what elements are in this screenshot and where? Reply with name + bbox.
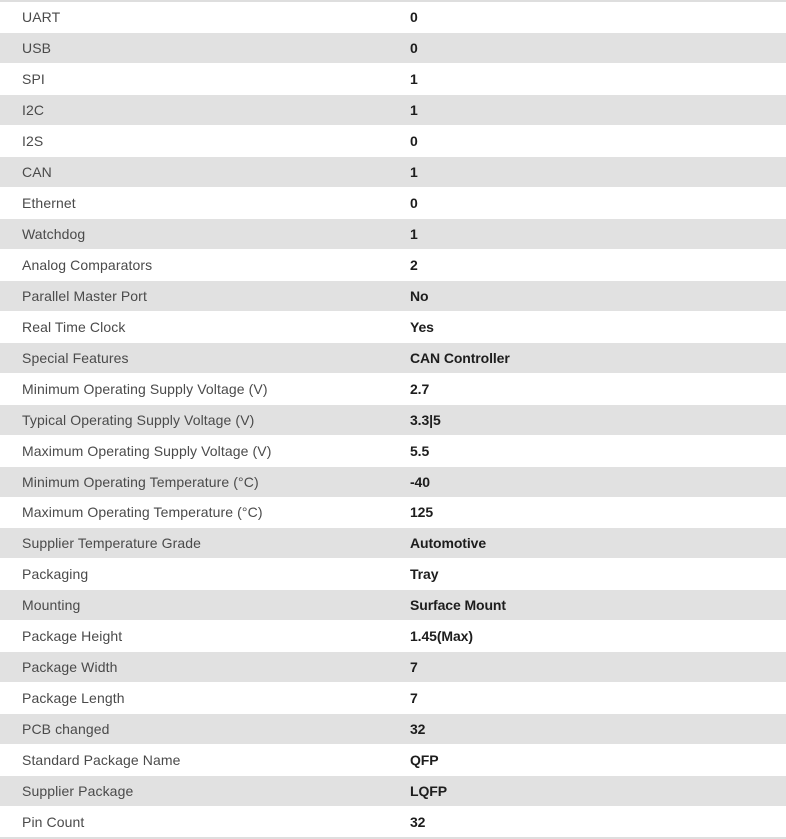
spec-label: Special Features bbox=[22, 349, 129, 366]
spec-label: Real Time Clock bbox=[22, 318, 126, 335]
spec-value: 1 bbox=[410, 163, 418, 180]
spec-value: 125 bbox=[410, 504, 434, 521]
spec-label: Minimum Operating Supply Voltage (V) bbox=[22, 380, 268, 397]
spec-row bbox=[0, 527, 786, 559]
spec-value: 1.45(Max) bbox=[410, 628, 473, 645]
spec-label: PCB changed bbox=[22, 721, 110, 738]
spec-row bbox=[0, 651, 786, 683]
spec-value: -40 bbox=[410, 473, 430, 490]
spec-label: Package Width bbox=[22, 659, 118, 676]
spec-value: 0 bbox=[410, 194, 418, 211]
spec-table-rows bbox=[0, 2, 786, 837]
spec-row bbox=[0, 126, 786, 156]
spec-value: Surface Mount bbox=[410, 597, 506, 614]
spec-label: Packaging bbox=[22, 566, 89, 583]
spec-label: Package Length bbox=[22, 690, 125, 707]
spec-row bbox=[0, 559, 786, 589]
spec-value: 5.5 bbox=[410, 442, 430, 459]
spec-label: Mounting bbox=[22, 597, 81, 614]
spec-label: Supplier Package bbox=[22, 783, 134, 800]
spec-row bbox=[0, 94, 786, 126]
spec-value: 7 bbox=[410, 659, 418, 676]
spec-row bbox=[0, 156, 786, 188]
spec-row bbox=[0, 280, 786, 312]
spec-label: I2S bbox=[22, 132, 44, 149]
spec-value: LQFP bbox=[410, 783, 447, 800]
spec-row bbox=[0, 498, 786, 528]
spec-row bbox=[0, 621, 786, 651]
spec-row bbox=[0, 466, 786, 498]
spec-row bbox=[0, 218, 786, 250]
spec-label: CAN bbox=[22, 163, 52, 180]
spec-label: Analog Comparators bbox=[22, 256, 153, 273]
spec-label: Typical Operating Supply Voltage (V) bbox=[22, 411, 255, 428]
spec-value: CAN Controller bbox=[410, 349, 510, 366]
spec-row bbox=[0, 374, 786, 404]
spec-label: USB bbox=[22, 39, 52, 56]
spec-label: UART bbox=[22, 8, 61, 25]
spec-row bbox=[0, 807, 786, 837]
spec-value: 1 bbox=[410, 225, 418, 242]
spec-label: Standard Package Name bbox=[22, 752, 181, 769]
spec-row bbox=[0, 64, 786, 94]
spec-row bbox=[0, 404, 786, 436]
spec-value: 7 bbox=[410, 690, 418, 707]
spec-row bbox=[0, 250, 786, 280]
spec-row bbox=[0, 775, 786, 807]
spec-label: Watchdog bbox=[22, 225, 86, 242]
spec-label: Pin Count bbox=[22, 814, 85, 831]
spec-label: Supplier Temperature Grade bbox=[22, 535, 201, 552]
spec-row bbox=[0, 683, 786, 713]
spec-value: Yes bbox=[410, 318, 434, 335]
spec-value: 3.3|5 bbox=[410, 411, 441, 428]
spec-row bbox=[0, 2, 786, 32]
spec-row bbox=[0, 745, 786, 775]
spec-value: 2 bbox=[410, 256, 418, 273]
spec-value: 1 bbox=[410, 70, 418, 87]
spec-row bbox=[0, 436, 786, 466]
spec-row bbox=[0, 312, 786, 342]
spec-label: Maximum Operating Temperature (°C) bbox=[22, 504, 263, 521]
spec-row bbox=[0, 342, 786, 374]
spec-label: Package Height bbox=[22, 628, 123, 645]
spec-label: SPI bbox=[22, 70, 45, 87]
spec-label: Parallel Master Port bbox=[22, 287, 147, 304]
spec-value: 1 bbox=[410, 101, 418, 118]
spec-value: 0 bbox=[410, 132, 418, 149]
spec-value: 2.7 bbox=[410, 380, 430, 397]
spec-value: 0 bbox=[410, 39, 418, 56]
spec-value: QFP bbox=[410, 752, 439, 769]
spec-label: Maximum Operating Supply Voltage (V) bbox=[22, 442, 272, 459]
spec-value: No bbox=[410, 287, 429, 304]
spec-row bbox=[0, 32, 786, 64]
spec-row bbox=[0, 589, 786, 621]
spec-label: I2C bbox=[22, 101, 45, 118]
spec-value: 32 bbox=[410, 721, 426, 738]
spec-row bbox=[0, 713, 786, 745]
spec-value: 0 bbox=[410, 8, 418, 25]
spec-value: 32 bbox=[410, 814, 426, 831]
spec-row bbox=[0, 188, 786, 218]
spec-label: Minimum Operating Temperature (°C) bbox=[22, 473, 259, 490]
spec-value: Tray bbox=[410, 566, 439, 583]
spec-value: Automotive bbox=[410, 535, 487, 552]
spec-label: Ethernet bbox=[22, 194, 76, 211]
